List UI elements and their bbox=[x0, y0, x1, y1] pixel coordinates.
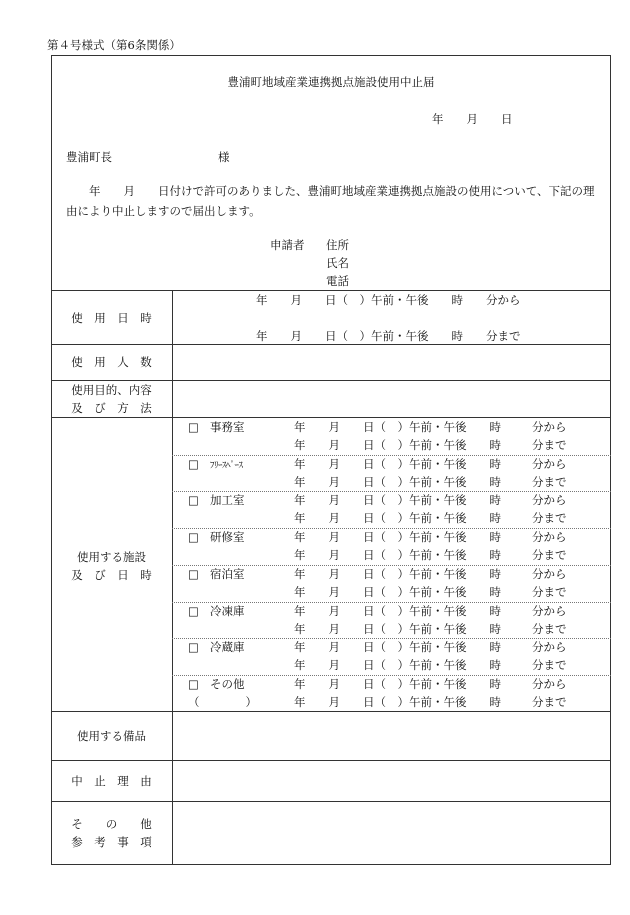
honorific: 様 bbox=[218, 150, 230, 164]
facility-to-suffix: 分まで bbox=[532, 585, 567, 599]
facility-name: 冷蔵庫 bbox=[210, 640, 245, 654]
facility-checkbox[interactable]: □ bbox=[188, 567, 199, 581]
facility-checkbox[interactable]: □ bbox=[188, 604, 199, 618]
facility-checkbox[interactable]: □ bbox=[188, 677, 199, 691]
facility-date-from[interactable]: 年 月 日（ ）午前・午後 時 bbox=[294, 457, 501, 471]
facility-date-from[interactable]: 年 月 日（ ）午前・午後 時 bbox=[294, 640, 501, 654]
facility-from-suffix: 分から bbox=[532, 567, 567, 581]
facility-to-suffix: 分まで bbox=[532, 475, 567, 489]
facility-separator bbox=[172, 675, 611, 676]
other-label-line-1: そ の 他 bbox=[71, 817, 152, 831]
facility-from-suffix: 分から bbox=[532, 677, 567, 691]
facility-name: 加工室 bbox=[210, 493, 245, 507]
facility-name: 研修室 bbox=[210, 530, 245, 544]
facility-name: ﾌﾘｰｽﾍﾟｰｽ bbox=[210, 461, 243, 471]
facilities-label-line-1: 使用する施設 bbox=[77, 550, 146, 564]
divider bbox=[51, 417, 611, 418]
form-title: 豊浦町地域産業連携拠点施設使用中止届 bbox=[227, 75, 435, 89]
applicant-address-label: 住所 bbox=[326, 238, 349, 252]
facility-date-from[interactable]: 年 月 日（ ）午前・午後 時 bbox=[294, 420, 501, 434]
facility-date-from[interactable]: 年 月 日（ ）午前・午後 時 bbox=[294, 567, 501, 581]
facilities-label-line-2: 及 び 日 時 bbox=[71, 568, 152, 582]
facility-from-suffix: 分から bbox=[532, 457, 567, 471]
facility-checkbox[interactable]: □ bbox=[188, 530, 199, 544]
equipment-label: 使用する備品 bbox=[77, 729, 146, 743]
facility-from-suffix: 分から bbox=[532, 640, 567, 654]
usage-datetime-label: 使 用 日 時 bbox=[71, 311, 152, 325]
facility-from-suffix: 分から bbox=[532, 604, 567, 618]
usage-datetime-to[interactable]: 年 月 日（ ）午前・午後 時 分まで bbox=[256, 329, 521, 343]
cancel-reason-field[interactable] bbox=[173, 761, 610, 801]
usage-datetime-from[interactable]: 年 月 日（ ）午前・午後 時 分から bbox=[256, 293, 521, 307]
facility-date-from[interactable]: 年 月 日（ ）午前・午後 時 bbox=[294, 493, 501, 507]
facility-date-to[interactable]: 年 月 日（ ）午前・午後 時 bbox=[294, 695, 501, 709]
facility-to-suffix: 分まで bbox=[532, 511, 567, 525]
facility-date-to[interactable]: 年 月 日（ ）午前・午後 時 bbox=[294, 511, 501, 525]
facility-checkbox[interactable]: □ bbox=[188, 640, 199, 654]
addressee: 豊浦町長 bbox=[66, 150, 112, 164]
facility-checkbox[interactable]: □ bbox=[188, 457, 199, 471]
divider bbox=[51, 290, 611, 291]
usage-count-label: 使 用 人 数 bbox=[71, 355, 152, 369]
facility-separator bbox=[172, 638, 611, 639]
facility-date-from[interactable]: 年 月 日（ ）午前・午後 時 bbox=[294, 677, 501, 691]
facility-separator bbox=[172, 565, 611, 566]
facility-date-from[interactable]: 年 月 日（ ）午前・午後 時 bbox=[294, 530, 501, 544]
facility-name: 冷凍庫 bbox=[210, 604, 245, 618]
purpose-label-line-2: 及 び 方 法 bbox=[71, 401, 152, 415]
body-text-line-1: 年 月 日付けで許可のありました、豊浦町地域産業連携拠点施設の使用について、下記の理 bbox=[89, 184, 595, 198]
facility-to-suffix: 分まで bbox=[532, 622, 567, 636]
equipment-field[interactable] bbox=[173, 712, 610, 760]
facility-date-to[interactable]: 年 月 日（ ）午前・午後 時 bbox=[294, 475, 501, 489]
applicant-phone-label: 電話 bbox=[326, 274, 349, 288]
facility-date-to[interactable]: 年 月 日（ ）午前・午後 時 bbox=[294, 585, 501, 599]
form-number: 第４号様式（第6条関係） bbox=[47, 38, 181, 52]
purpose-label-line-1: 使用目的、内容 bbox=[71, 383, 152, 397]
other-notes-field[interactable] bbox=[173, 802, 610, 864]
facility-to-suffix: 分まで bbox=[532, 695, 567, 709]
facility-from-suffix: 分から bbox=[532, 493, 567, 507]
facility-separator bbox=[172, 455, 611, 456]
facility-checkbox[interactable]: □ bbox=[188, 493, 199, 507]
usage-count-field[interactable] bbox=[173, 345, 610, 380]
facility-other-specify[interactable]: （ ） bbox=[188, 695, 257, 709]
facility-separator bbox=[172, 602, 611, 603]
facility-from-suffix: 分から bbox=[532, 420, 567, 434]
facility-date-to[interactable]: 年 月 日（ ）午前・午後 時 bbox=[294, 658, 501, 672]
facility-name: 事務室 bbox=[210, 420, 245, 434]
applicant-name-label: 氏名 bbox=[326, 256, 349, 270]
cancel-reason-label: 中 止 理 由 bbox=[71, 774, 152, 788]
applicant-label: 申請者 bbox=[270, 238, 305, 252]
facility-name: 宿泊室 bbox=[210, 567, 245, 581]
facility-checkbox[interactable]: □ bbox=[188, 420, 199, 434]
facility-from-suffix: 分から bbox=[532, 530, 567, 544]
facility-date-to[interactable]: 年 月 日（ ）午前・午後 時 bbox=[294, 548, 501, 562]
facility-date-from[interactable]: 年 月 日（ ）午前・午後 時 bbox=[294, 604, 501, 618]
facility-to-suffix: 分まで bbox=[532, 658, 567, 672]
facility-date-to[interactable]: 年 月 日（ ）午前・午後 時 bbox=[294, 438, 501, 452]
purpose-field[interactable] bbox=[173, 381, 610, 417]
other-label-line-2: 参 考 事 項 bbox=[71, 835, 152, 849]
facility-to-suffix: 分まで bbox=[532, 438, 567, 452]
facility-date-to[interactable]: 年 月 日（ ）午前・午後 時 bbox=[294, 622, 501, 636]
date-line: 年 月 日 bbox=[432, 112, 513, 126]
facility-separator bbox=[172, 491, 611, 492]
facility-to-suffix: 分まで bbox=[532, 548, 567, 562]
facility-name: その他 bbox=[210, 677, 245, 691]
body-text-line-2: 由により中止しますので届出します。 bbox=[66, 204, 261, 218]
facility-separator bbox=[172, 528, 611, 529]
